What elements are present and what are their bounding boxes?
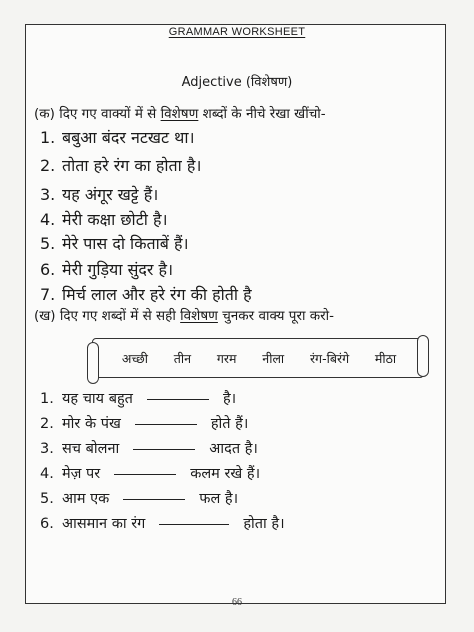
word-bank-item: तीन	[173, 350, 192, 366]
word-bank-item: मीठा	[374, 350, 397, 366]
keyword-adjective: विशेषण	[160, 106, 199, 122]
sentence-a-6: 6. मेरी गुड़िया सुंदर है।	[40, 260, 174, 279]
fill-sentence-1: 1. यह चाय बहुत है।	[40, 391, 237, 407]
fill-sentence-6: 6. आसमान का रंग होता है।	[40, 516, 285, 532]
keyword-adjective: विशेषण	[180, 308, 218, 324]
sentence-a-2: 2. तोता हरे रंग का होता है।	[40, 156, 202, 175]
section-a-instruction: (क) दिए गए वाक्यों में से विशेषण शब्दों के नीचे रेखा खींचो-	[34, 106, 326, 122]
answer-blank[interactable]	[159, 523, 229, 525]
worksheet-subtitle: Adjective (विशेषण)	[181, 75, 293, 90]
word-bank-item: नीला	[262, 350, 285, 366]
word-bank-scroll	[92, 338, 424, 378]
sentence-a-7: 7. मिर्च लाल और हरे रंग की होती है	[40, 285, 252, 304]
section-b-instruction: (ख) दिए गए शब्दों में से सही विशेषण चुनकर वाक्य पूरा करो-	[34, 308, 335, 324]
answer-blank[interactable]	[147, 398, 209, 400]
sentence-a-3: 3. यह अंगूर खट्टे हैं।	[40, 185, 159, 204]
word-bank-item: रंग-बिरंगे	[309, 350, 350, 366]
answer-blank[interactable]	[114, 473, 176, 475]
fill-sentence-3: 3. सच बोलना आदत है।	[40, 441, 258, 457]
fill-sentence-5: 5. आम एक फल है।	[40, 491, 239, 507]
fill-sentence-4: 4. मेज़ पर कलम रखे हैं।	[40, 466, 261, 482]
answer-blank[interactable]	[123, 498, 185, 500]
word-bank-item: गरम	[216, 350, 237, 366]
sentence-a-5: 5. मेरे पास दो किताबें हैं।	[40, 234, 189, 253]
sentence-a-4: 4. मेरी कक्षा छोटी है।	[40, 210, 168, 229]
fill-sentence-2: 2. मोर के पंख होते हैं।	[40, 416, 249, 432]
word-bank-item: अच्छी	[121, 350, 149, 366]
sentence-a-1: 1. बबुआ बंदर नटखट था।	[40, 128, 195, 147]
worksheet-title: GRAMMAR WORKSHEET	[168, 26, 306, 38]
answer-blank[interactable]	[133, 448, 195, 450]
page-number: 66	[232, 597, 242, 608]
answer-blank[interactable]	[135, 423, 197, 425]
